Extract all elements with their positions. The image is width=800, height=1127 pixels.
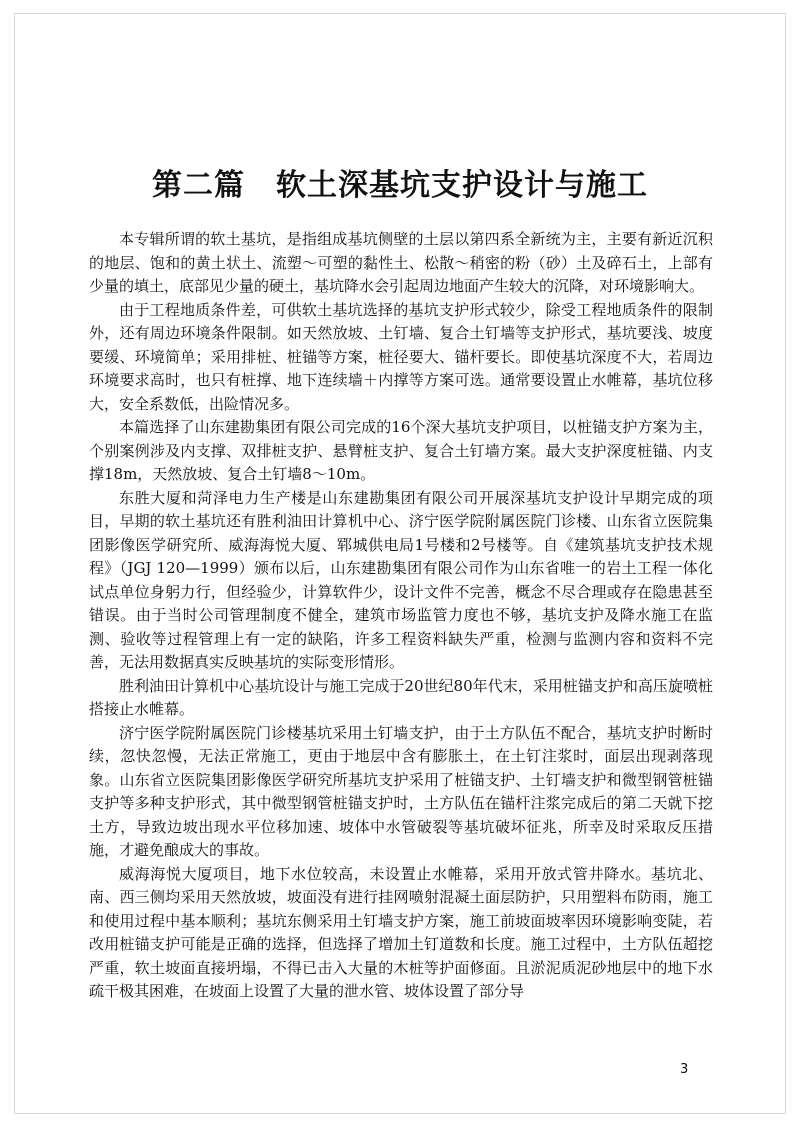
paragraph-1: 本专辑所谓的软土基坑，是指组成基坑侧壁的土层以第四系全新统为主，主要有新近沉积的地层、饱和的黄土状土、流塑～可塑的黏性土、松散～稍密的粉（砂）土及碎石土，上部有少量的填土，底部见少量的硬土，基坑降水会引起周边地面产生较大的沉降，对环境影响大。: [89, 230, 713, 295]
page-number: 3: [680, 1062, 689, 1077]
page-title: 第二篇 软土深基坑支护设计与施工: [152, 168, 648, 203]
paragraph-5: 胜利油田计算机中心基坑设计与施工完成于20世纪80年代末，采用桩锚支护和高压旋喷桩搭接止水帷幕。: [89, 676, 713, 718]
paragraph-2: 由于工程地质条件差，可供软土基坑选择的基坑支护形式较少，除受工程地质条件的限制外，还有周边环境条件限制。如天然放坡、土钉墙、复合土钉墙等支护形式，基坑要浅、坡度要缓、环境简单；采用排桩、桩锚等方案，桩径要大、锚杆要长。即使基坑深度不大，若周边环境要求高时，也只有桩撑、地下连续墙＋内撑等方案可选。通常要设置止水帷幕，基坑位移大，安全系数低，出险情况多。: [89, 300, 713, 413]
paragraph-4: 东胜大厦和菏泽电力生产楼是山东建勘集团有限公司开展深基坑支护设计早期完成的项目，早期的软土基坑还有胜利油田计算机中心、济宁医学院附属医院门诊楼、山东省立医院集团影像医学研究所、威海海悦大厦、郓城供电局1号楼和2号楼等。自《建筑基坑支护技术规程》（JGJ 120—1999）颁布以后，山东建勘集团有限公司作为山东省唯一的岩土工程一体化试点单位身躬力行，但经验少，计算软件少，设计文件不完善，概念不尽合理或存在隐患甚至错误。由于当时公司管理制度不健全，建筑市场监管力度也不够，基坑支护及降水施工在监测、验收等过程管理上有一定的缺陷，许多工程资料缺失严重，检测与监测内容和资料不完善，无法用数据真实反映基坑的实际变形情形。: [89, 488, 713, 671]
body-text: [89, 228, 713, 1004]
paragraph-3: 本篇选择了山东建勘集团有限公司完成的16个深大基坑支护项目，以桩锚支护方案为主，个别案例涉及内支撑、双排桩支护、悬臂桩支护、复合土钉墙方案。最大支护深度桩锚、内支撑18m，天然放坡、复合土钉墙8～10m。: [89, 418, 713, 483]
paragraph-6: 济宁医学院附属医院门诊楼基坑采用土钉墙支护，由于土方队伍不配合，基坑支护时断时续，忽快忽慢，无法正常施工，更由于地层中含有膨胀土，在土钉注浆时，面层出现剥落现象。山东省立医院集团影像医学研究所基坑支护采用了桩锚支护、土钉墙支护和微型钢管桩锚支护等多种支护形式，其中微型钢管桩锚支护时，土方队伍在锚杆注浆完成后的第二天就下挖土方，导致边坡出现水平位移加速、坡体中水管破裂等基坑破坏征兆，所幸及时采取反压措施，才避免酿成大的事故。: [89, 723, 713, 859]
paragraph-7: 威海海悦大厦项目，地下水位较高，未设置止水帷幕，采用开放式管井降水。基坑北、南、西三侧均采用天然放坡，坡面没有进行挂网喷射混凝土面层防护，只用塑料布防雨，施工和使用过程中基本顺利；基坑东侧采用土钉墙支护方案，施工前坡面坡率因环境影响变陡，若改用桩锚支护可能是正确的选择，但选择了增加土钉道数和长度。施工过程中，土方队伍超挖严重，软土坡面直接坍塌，不得已击入大量的木桩等护面修面。且淤泥质泥砂地层中的地下水疏干极其困难，在坡面上设置了大量的泄水管、坡体设置了部分导: [89, 864, 713, 1000]
